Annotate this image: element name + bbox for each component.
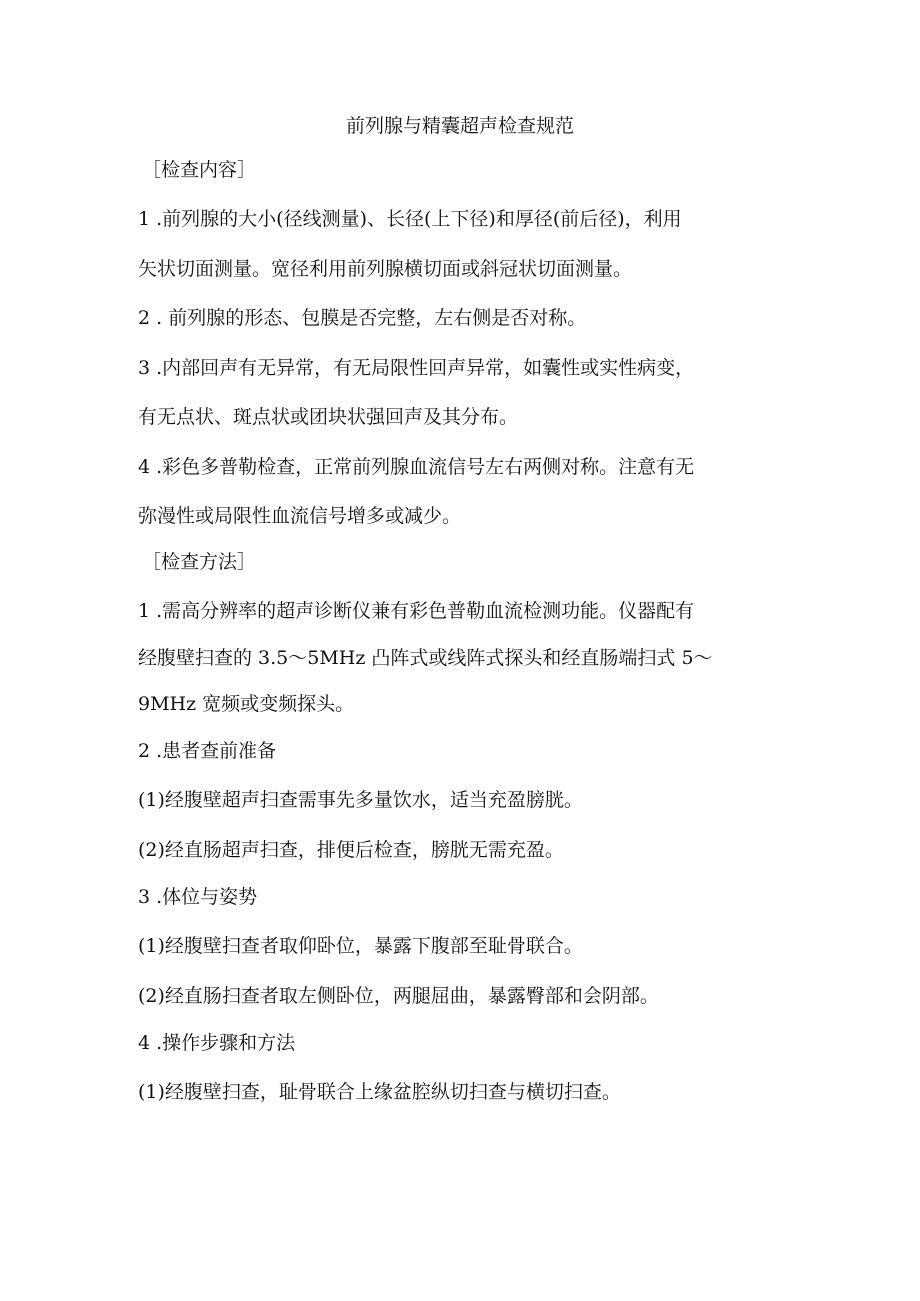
paragraph-line: 9MHz 宽频或变频探头。 [138, 693, 355, 715]
paragraph-line: (2)经直肠扫查者取左侧卧位，两腿屈曲，暴露臀部和会阴部。 [138, 985, 659, 1007]
section-heading-content: ［检查内容］ [142, 159, 257, 181]
paragraph-line: 1 .需高分辨率的超声诊断仪兼有彩色普勒血流检测功能。仪器配有 [138, 600, 695, 622]
paragraph-line: (2)经直肠超声扫查，排便后检查，膀胱无需充盈。 [138, 839, 564, 861]
paragraph-line: 2 .患者查前准备 [138, 740, 277, 762]
paragraph-line: 经腹壁扫查的 3.5～5MHz 凸阵式或线阵式探头和经直肠端扫式 5～ [138, 647, 713, 669]
paragraph-line: (1)经腹壁扫查，耻骨联合上缘盆腔纵切扫查与横切扫查。 [138, 1081, 621, 1103]
document-title: 前列腺与精囊超声检查规范 [345, 115, 574, 137]
paragraph-line: 3 .体位与姿势 [138, 886, 258, 908]
paragraph-line: 有无点状、斑点状或团块状强回声及其分布。 [138, 406, 519, 428]
section-heading-method: ［检查方法］ [142, 551, 257, 573]
paragraph-line: 4 .操作步骤和方法 [138, 1032, 296, 1054]
paragraph-line: (1)经腹壁超声扫查需事先多量饮水，适当充盈膀胱。 [138, 789, 583, 811]
paragraph-line: 4 .彩色多普勒检查，正常前列腺血流信号左右两侧对称。注意有无 [138, 456, 695, 478]
paragraph-line: 矢状切面测量。宽径利用前列腺横切面或斜冠状切面测量。 [138, 258, 633, 280]
paragraph-line: 2 . 前列腺的形态、包膜是否完整，左右侧是否对称。 [138, 307, 587, 329]
paragraph-line: 弥漫性或局限性血流信号增多或减少。 [138, 505, 462, 527]
paragraph-line: 1 .前列腺的大小(径线测量)、长径(上下径)和厚径(前后径)，利用 [138, 208, 682, 230]
paragraph-line: 3 .内部回声有无异常，有无局限性回声异常，如囊性或实性病变， [138, 357, 695, 379]
paragraph-line: (1)经腹壁扫查者取仰卧位，暴露下腹部至耻骨联合。 [138, 935, 583, 957]
